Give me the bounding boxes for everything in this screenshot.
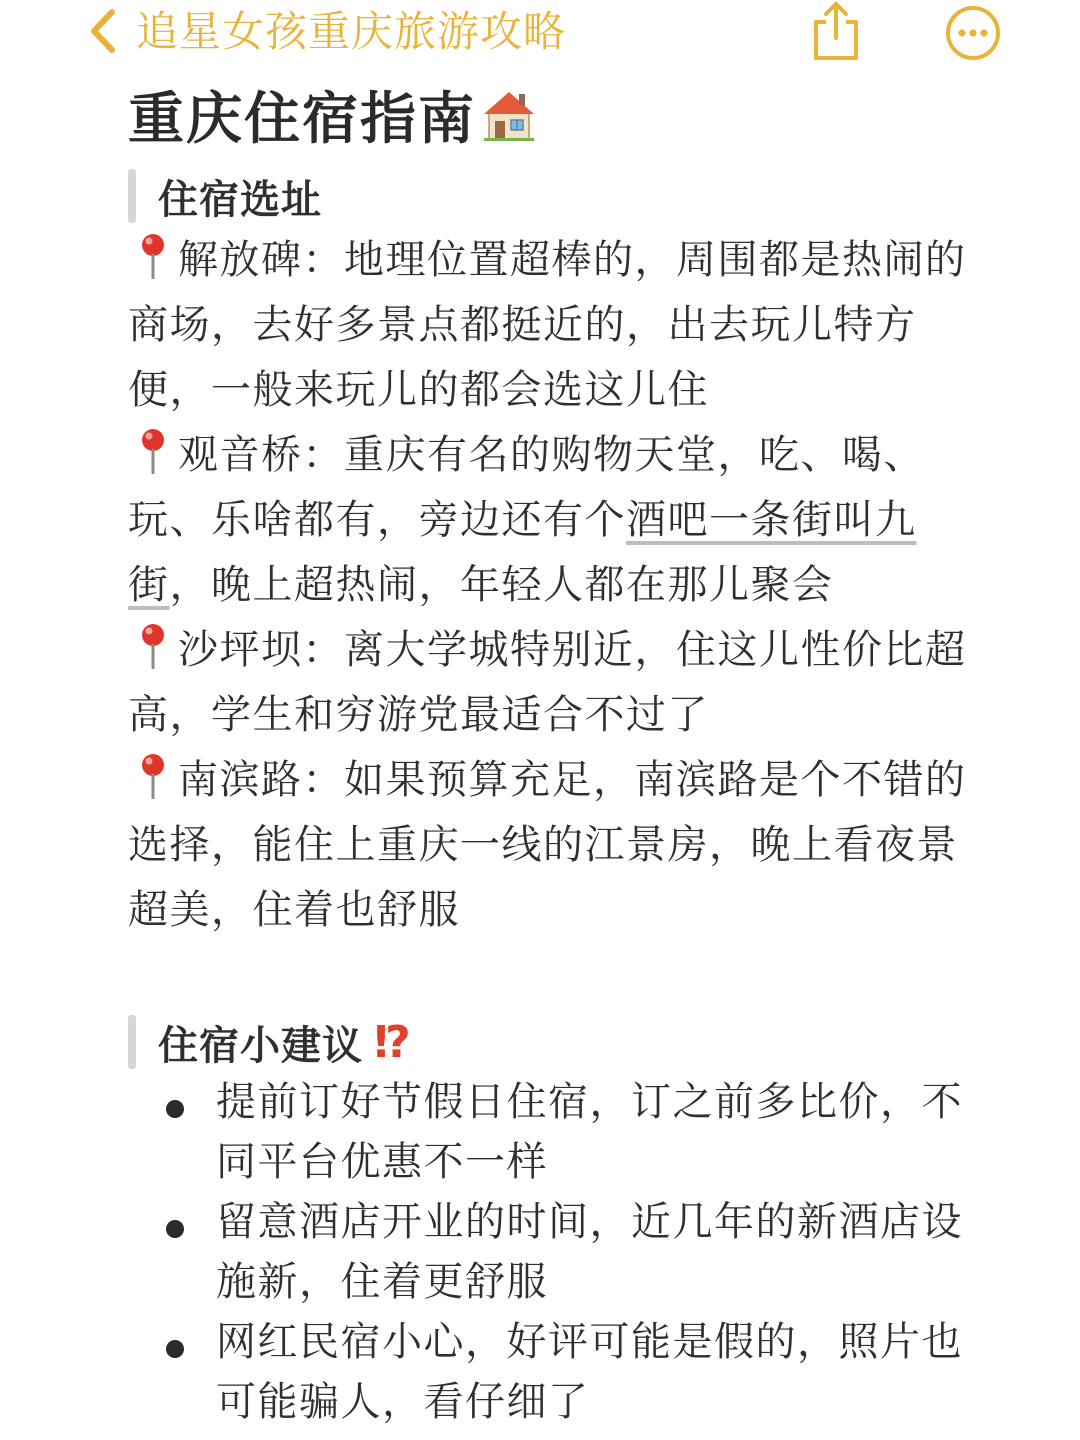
top-nav-bar bbox=[0, 0, 1080, 66]
back-button[interactable] bbox=[84, 6, 124, 56]
section-heading-text: 住宿选址 bbox=[158, 176, 322, 223]
bullet-icon bbox=[166, 1220, 184, 1238]
share-icon bbox=[808, 0, 864, 62]
section-bar bbox=[128, 169, 136, 223]
house-emoji-icon bbox=[480, 86, 538, 144]
more-button[interactable] bbox=[944, 4, 1002, 62]
location-entry-guanyinqiao bbox=[128, 423, 978, 618]
pushpin-icon bbox=[128, 751, 178, 799]
bullet-icon bbox=[166, 1100, 184, 1118]
tip-text: 提前订好节假日住宿，订之前多比价，不同平台优惠不一样 bbox=[216, 1079, 963, 1185]
entry-text-before: 观音桥：重庆有名的购物天堂，吃、喝、玩、乐啥都有，旁边还有个 bbox=[128, 432, 925, 543]
location-entry-nanbinlu bbox=[128, 748, 978, 943]
section-heading-text: 住宿小建议 bbox=[158, 1022, 363, 1069]
section-bar bbox=[128, 1015, 136, 1069]
exclamation-question-icon: !? bbox=[371, 1016, 405, 1068]
entry-text: 沙坪坝：离大学城特别近，住这儿性价比超高，学生和穷游党最适合不过了 bbox=[128, 627, 967, 738]
pushpin-icon bbox=[128, 231, 178, 279]
tip-text: 留意酒店开业的时间，近几年的新酒店设施新，住着更舒服 bbox=[216, 1199, 963, 1305]
section-heading-location bbox=[128, 168, 322, 224]
nav-title[interactable]: 追星女孩重庆旅游攻略 bbox=[136, 7, 567, 56]
entry-text: 解放碑：地理位置超棒的，周围都是热闹的商场，去好多景点都挺近的，出去玩儿特方便，一般来玩儿的都会选这儿住 bbox=[128, 237, 967, 413]
location-entry-jiefangbei bbox=[128, 228, 978, 423]
tip-item bbox=[160, 1312, 980, 1432]
jiujie-link[interactable]: 酒吧一条街叫九街 bbox=[128, 497, 917, 608]
chevron-left-icon bbox=[84, 6, 124, 56]
entry-text: 南滨路：如果预算充足，南滨路是个不错的选择，能住上重庆一线的江景房，晚上看夜景超美，住着也舒服 bbox=[128, 757, 967, 933]
tip-item bbox=[160, 1072, 980, 1192]
share-button[interactable] bbox=[808, 0, 864, 62]
pushpin-icon bbox=[128, 621, 178, 669]
entry-text-after: ，晚上超热闹，年轻人都在那儿聚会 bbox=[169, 562, 834, 608]
tip-item bbox=[160, 1192, 980, 1312]
more-horizontal-icon bbox=[944, 4, 1002, 62]
page-title bbox=[128, 80, 538, 150]
tip-text: 网红民宿小心，好评可能是假的，照片也可能骗人，看仔细了 bbox=[216, 1319, 963, 1425]
pushpin-icon bbox=[128, 426, 178, 474]
location-entry-shapingba bbox=[128, 618, 978, 748]
page-title-text: 重庆住宿指南 bbox=[128, 87, 476, 152]
section-heading-tips bbox=[128, 1014, 405, 1070]
bullet-icon bbox=[166, 1340, 184, 1358]
